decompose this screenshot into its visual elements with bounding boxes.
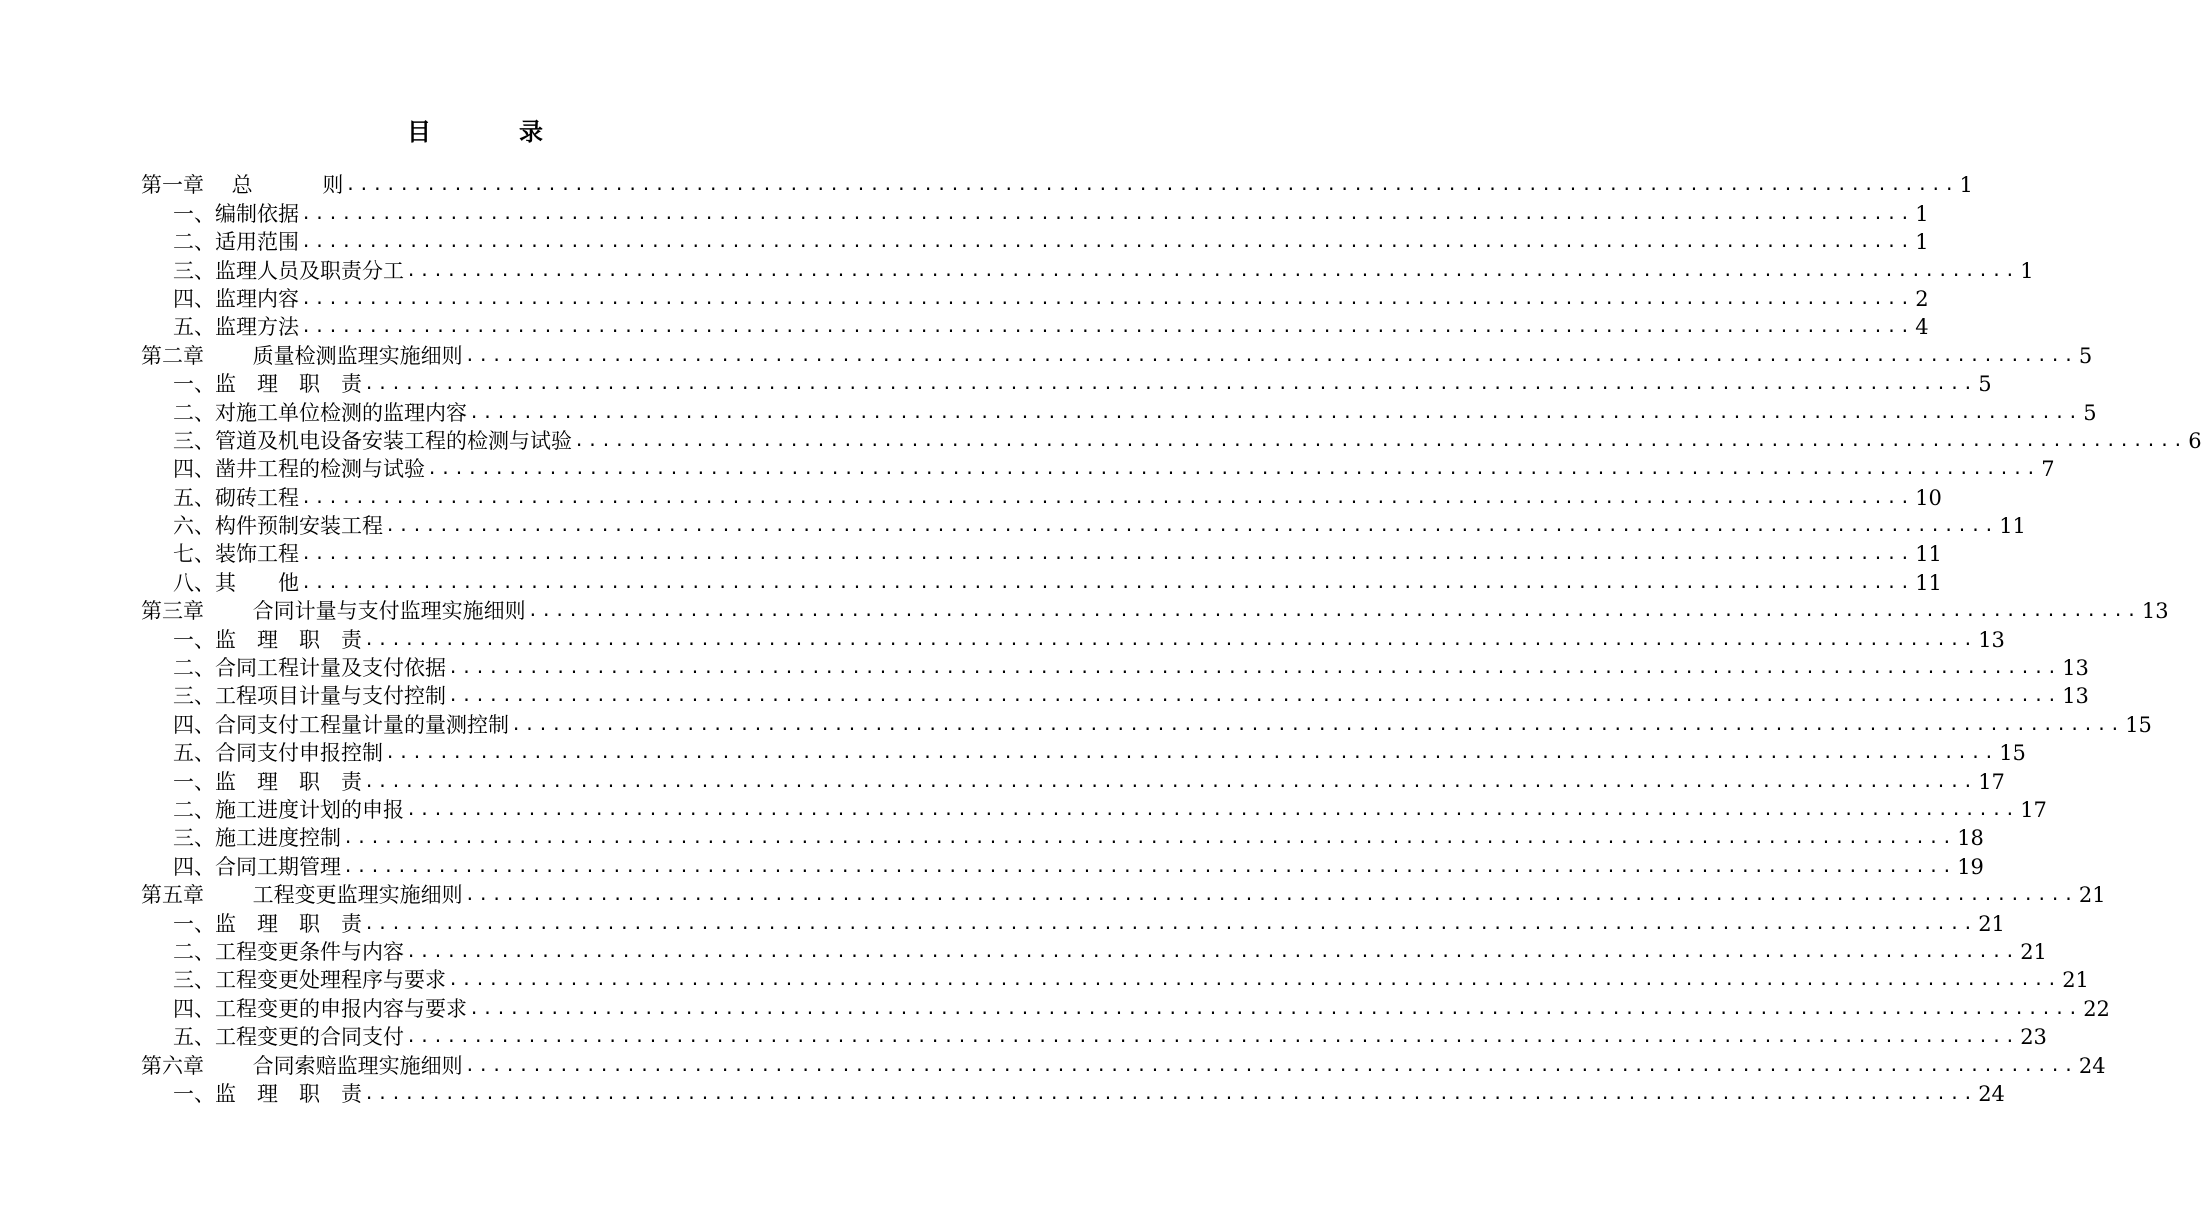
toc-leader-dots: ........................................................................................................................ <box>385 516 1998 537</box>
toc-chapter-entry[interactable] <box>141 881 2106 909</box>
toc-entry-label: 第二章 质量检测监理实施细则 <box>141 343 463 368</box>
toc-page-number: 11 <box>1915 570 1942 595</box>
toc-section-entry[interactable] <box>141 540 1942 568</box>
toc-section-entry[interactable] <box>141 370 1992 398</box>
toc-section-entry[interactable] <box>141 824 1984 852</box>
toc-leader-dots: ........................................................................................................................ <box>364 913 1977 934</box>
toc-leader-dots: ........................................................................................................................ <box>448 658 2061 679</box>
toc-leader-dots: ........................................................................................................................ <box>448 686 2061 707</box>
toc-page-number: 1 <box>1915 230 1929 255</box>
toc-entry-label: 二、工程变更条件与内容 <box>173 939 404 964</box>
toc-entry-label: 三、监理人员及职责分工 <box>173 258 404 283</box>
toc-entry-label: 四、合同工期管理 <box>173 854 341 879</box>
toc-section-entry[interactable] <box>141 285 1929 313</box>
toc-leader-dots: ........................................................................................................................ <box>301 288 1914 309</box>
toc-entry-label: 五、合同支付申报控制 <box>173 741 383 766</box>
toc-section-entry[interactable] <box>141 796 2047 824</box>
toc-page-number: 18 <box>1957 826 1984 851</box>
toc-entry-label: 四、监理内容 <box>173 286 299 311</box>
toc-section-entry[interactable] <box>141 739 2026 767</box>
toc-entry-label: 二、适用范围 <box>173 230 299 255</box>
toc-entry-label: 七、装饰工程 <box>173 542 299 567</box>
toc-entry-label: 二、施工进度计划的申报 <box>173 797 404 822</box>
toc-entry-label: 四、合同支付工程量计量的量测控制 <box>173 712 509 737</box>
toc-leader-dots: ........................................................................................................................ <box>345 175 1958 196</box>
toc-section-entry[interactable] <box>141 909 2005 937</box>
toc-entry-label: 第三章 合同计量与支付监理实施细则 <box>141 599 526 624</box>
toc-page-number: 1 <box>2020 258 2034 283</box>
toc-page-number: 24 <box>1978 1081 2005 1106</box>
toc-section-entry[interactable] <box>141 767 2005 795</box>
toc-leader-dots: ........................................................................................................................ <box>364 771 1977 792</box>
toc-page-number: 10 <box>1915 485 1942 510</box>
toc-entry-label: 六、构件预制安装工程 <box>173 514 383 539</box>
toc-chapter-entry[interactable] <box>141 1051 2106 1079</box>
toc-page-number: 17 <box>1978 769 2005 794</box>
toc-chapter-entry[interactable] <box>141 597 2169 625</box>
toc-entry-label: 一、监 理 职 责 <box>173 769 362 794</box>
toc-page-number: 7 <box>2041 457 2055 482</box>
toc-leader-dots: ........................................................................................................................ <box>301 487 1914 508</box>
toc-entry-label: 四、凿井工程的检测与试验 <box>173 457 425 482</box>
toc-leader-dots: ........................................................................................................................ <box>469 998 2082 1019</box>
toc-leader-dots: ........................................................................................................................ <box>406 1027 2019 1048</box>
toc-section-entry[interactable] <box>141 852 1984 880</box>
toc-leader-dots: ........................................................................................................................ <box>364 374 1977 395</box>
toc-leader-dots: ........................................................................................................................ <box>301 572 1914 593</box>
toc-page-number: 23 <box>2020 1025 2047 1050</box>
toc-section-entry[interactable] <box>141 682 2089 710</box>
toc-leader-dots: ........................................................................................................................ <box>469 402 2082 423</box>
toc-section-entry[interactable] <box>141 625 2005 653</box>
toc-page-number: 11 <box>1999 514 2026 539</box>
toc-entry-label: 三、工程变更处理程序与要求 <box>173 968 446 993</box>
toc-page-number: 15 <box>1999 741 2026 766</box>
toc-title-left: 目 <box>407 117 431 146</box>
toc-page-number: 13 <box>2141 599 2169 624</box>
toc-page-number: 5 <box>1978 372 1992 397</box>
toc-entry-label: 二、合同工程计量及支付依据 <box>173 656 446 681</box>
toc-entry-label: 五、工程变更的合同支付 <box>173 1025 404 1050</box>
toc-section-entry[interactable] <box>141 427 2202 455</box>
toc-page-number: 21 <box>2062 968 2089 993</box>
toc-leader-dots: ........................................................................................................................ <box>406 799 2019 820</box>
toc-page-number: 21 <box>1978 911 2005 936</box>
toc-section-entry[interactable] <box>141 398 2097 426</box>
toc-page-number: 13 <box>2062 656 2089 681</box>
toc-title-right: 录 <box>519 117 543 146</box>
toc-section-entry[interactable] <box>141 966 2089 994</box>
toc-section-entry[interactable] <box>141 455 2055 483</box>
toc-entry-label: 三、管道及机电设备安装工程的检测与试验 <box>173 428 572 453</box>
toc-title <box>0 112 950 147</box>
toc-leader-dots: ........................................................................................................................ <box>343 856 1956 877</box>
toc-entry-label: 第五章 工程变更监理实施细则 <box>141 883 463 908</box>
toc-page-number: 5 <box>2083 400 2097 425</box>
toc-entry-label: 第一章 总 则 <box>141 173 344 198</box>
toc-leader-dots: ........................................................................................................................ <box>364 629 1977 650</box>
toc-page-number: 19 <box>1957 854 1984 879</box>
toc-page-number: 2 <box>1915 286 1929 311</box>
toc-leader-dots: ........................................................................................................................ <box>406 941 2019 962</box>
toc-leader-dots: ........................................................................................................................ <box>364 1083 1977 1104</box>
toc-page-number: 21 <box>2078 883 2106 908</box>
toc-page-number: 22 <box>2083 996 2110 1021</box>
toc-entry-label: 一、监 理 职 责 <box>173 1081 362 1106</box>
toc-leader-dots: ........................................................................................................................ <box>574 430 2187 451</box>
toc-page-number: 11 <box>1915 542 1942 567</box>
toc-section-entry[interactable] <box>141 1080 2005 1108</box>
toc-leader-dots: ........................................................................................................................ <box>301 232 1914 253</box>
toc-section-entry[interactable] <box>141 228 1929 256</box>
toc-leader-dots: ........................................................................................................................ <box>527 601 2140 622</box>
toc-leader-dots: ........................................................................................................................ <box>406 260 2019 281</box>
toc-leader-dots: ........................................................................................................................ <box>464 345 2077 366</box>
toc-leader-dots: ........................................................................................................................ <box>464 1055 2077 1076</box>
toc-section-entry[interactable] <box>141 512 2026 540</box>
toc-section-entry[interactable] <box>141 256 2034 284</box>
toc-entry-label: 一、监 理 职 责 <box>173 372 362 397</box>
toc-section-entry[interactable] <box>141 654 2089 682</box>
toc-page-number: 24 <box>2078 1053 2106 1078</box>
toc-entry-label: 一、编制依据 <box>173 201 299 226</box>
toc-entry-label: 二、对施工单位检测的监理内容 <box>173 400 467 425</box>
toc-leader-dots: ........................................................................................................................ <box>427 459 2040 480</box>
toc-section-entry[interactable] <box>141 483 1942 511</box>
toc-page-number: 13 <box>1978 627 2005 652</box>
toc-page-number: 13 <box>2062 684 2089 709</box>
toc-leader-dots: ........................................................................................................................ <box>385 743 1998 764</box>
toc-page-number: 1 <box>1915 201 1929 226</box>
toc-leader-dots: ........................................................................................................................ <box>301 203 1914 224</box>
toc-section-entry[interactable] <box>141 568 1942 596</box>
toc-entry-label: 第六章 合同索赔监理实施细则 <box>141 1053 463 1078</box>
toc-leader-dots: ........................................................................................................................ <box>448 970 2061 991</box>
toc-leader-dots: ........................................................................................................................ <box>301 317 1914 338</box>
toc-entry-label: 四、工程变更的申报内容与要求 <box>173 996 467 1021</box>
table-of-contents <box>141 171 2202 1108</box>
toc-section-entry[interactable] <box>141 1023 2047 1051</box>
toc-entry-label: 五、砌砖工程 <box>173 485 299 510</box>
toc-leader-dots: ........................................................................................................................ <box>511 714 2124 735</box>
toc-page-number: 5 <box>2078 343 2093 368</box>
toc-entry-label: 八、其 他 <box>173 570 299 595</box>
toc-entry-label: 一、监 理 职 责 <box>173 911 362 936</box>
toc-leader-dots: ........................................................................................................................ <box>301 544 1914 565</box>
toc-chapter-entry[interactable] <box>141 171 1973 199</box>
toc-page-number: 15 <box>2125 712 2152 737</box>
toc-leader-dots: ........................................................................................................................ <box>343 828 1956 849</box>
toc-chapter-entry[interactable] <box>141 341 2093 369</box>
toc-entry-label: 三、施工进度控制 <box>173 826 341 851</box>
toc-page-number: 17 <box>2020 797 2047 822</box>
toc-section-entry[interactable] <box>141 710 2152 738</box>
toc-leader-dots: ........................................................................................................................ <box>464 885 2077 906</box>
toc-section-entry[interactable] <box>141 199 1929 227</box>
toc-entry-label: 一、监 理 职 责 <box>173 627 362 652</box>
toc-page-number: 1 <box>1959 173 1973 198</box>
toc-page-number: 4 <box>1915 315 1929 340</box>
toc-section-entry[interactable] <box>141 938 2047 966</box>
toc-entry-label: 三、工程项目计量与支付控制 <box>173 684 446 709</box>
toc-section-entry[interactable] <box>141 994 2110 1022</box>
toc-entry-label: 五、监理方法 <box>173 315 299 340</box>
toc-section-entry[interactable] <box>141 313 1929 341</box>
toc-page-number: 21 <box>2020 939 2047 964</box>
toc-page-number: 6 <box>2188 428 2202 453</box>
